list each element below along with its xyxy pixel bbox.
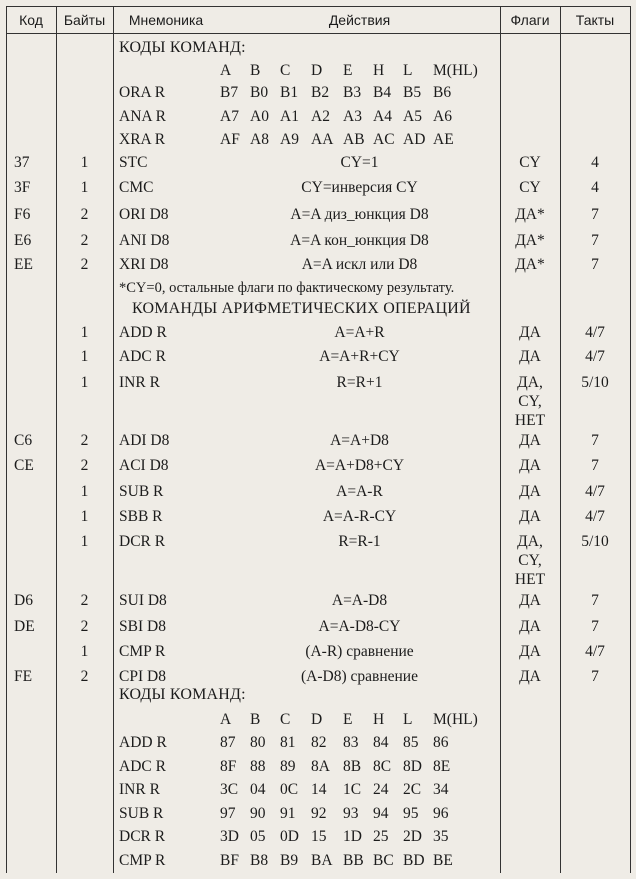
command-mnemonic: DCR R (119, 533, 166, 550)
command-flags: ДА (519, 324, 541, 341)
command-cycles: 5/10 (581, 374, 609, 391)
opcode-value: 8A (311, 757, 330, 775)
header-bytes: Байты (63, 12, 106, 28)
command-flags: CY, (518, 552, 542, 569)
command-bytes: 2 (80, 592, 89, 609)
command-flags: ДА, (517, 374, 543, 391)
command-cycles: 4/7 (585, 348, 605, 365)
opcode-value: 1C (343, 781, 362, 799)
header-action: Действия (328, 12, 391, 28)
command-mnemonic: CMP R (119, 643, 166, 660)
command-action: A=A диз_юнкция D8 (290, 206, 429, 223)
command-mnemonic: CMC (119, 179, 154, 196)
footnote: *CY=0, остальные флаги по фактическому результату. (119, 280, 455, 296)
command-action: A=A-D8-CY (318, 618, 401, 635)
opcode-value: 82 (311, 734, 327, 751)
opcode-row-mnemonic: ADC R (119, 757, 166, 775)
header-code: Код (19, 12, 43, 28)
opcode-value: 89 (280, 757, 296, 775)
register-label: H (373, 711, 385, 728)
opcode-value: A0 (250, 107, 269, 125)
command-mnemonic: ACI D8 (119, 457, 169, 474)
command-bytes: 2 (80, 668, 89, 685)
command-mnemonic: ADD R (119, 324, 167, 341)
command-flags: ДА (519, 432, 541, 449)
opcode-value: 3C (220, 781, 239, 799)
opcode-value: 04 (250, 781, 266, 799)
opcode-value: A2 (311, 107, 330, 125)
command-code: DE (14, 618, 35, 635)
opcode-row-mnemonic: ADD R (119, 734, 167, 751)
command-mnemonic: ADC R (119, 348, 166, 365)
opcode-row-mnemonic: XRA R (119, 131, 166, 148)
opcode-value: AB (343, 131, 365, 148)
command-action: A=A-R (336, 483, 383, 500)
opcode-value: 25 (373, 828, 389, 846)
opcode-value: 96 (433, 804, 449, 822)
command-cycles: 4/7 (585, 508, 605, 525)
command-bytes: 2 (80, 232, 89, 249)
column-divider (630, 6, 631, 873)
opcode-value: 15 (311, 828, 327, 846)
command-cycles: 7 (591, 668, 599, 685)
opcode-value: 91 (280, 804, 296, 822)
command-code: FE (14, 668, 33, 685)
command-flags: ДА (519, 348, 541, 365)
opcode-value: 86 (433, 734, 449, 751)
opcode-value: A7 (220, 107, 239, 125)
command-flags: ДА (519, 457, 541, 474)
command-cycles: 5/10 (581, 533, 609, 550)
command-flags: ДА (519, 508, 541, 525)
opcode-value: 88 (250, 757, 266, 775)
command-code: F6 (14, 206, 31, 223)
opcode-value: B6 (433, 84, 452, 101)
command-bytes: 2 (80, 618, 89, 635)
command-action: R=R-1 (338, 533, 381, 550)
opcode-value: 2D (403, 828, 422, 846)
opcode-value: AC (373, 131, 395, 148)
command-flags: ДА (519, 592, 541, 609)
opcode-value: 14 (311, 781, 327, 799)
opcode-value: BC (373, 852, 394, 869)
command-code: EE (14, 256, 33, 273)
opcode-row-mnemonic: CMP R (119, 852, 166, 869)
command-action: (A-R) сравнение (305, 643, 414, 660)
register-label: D (311, 62, 323, 79)
command-action: A=A+R (334, 324, 385, 341)
command-bytes: 1 (80, 374, 89, 391)
register-label: B (250, 62, 261, 79)
register-label: L (403, 62, 413, 79)
command-mnemonic: XRI D8 (119, 256, 169, 273)
opcode-value: 84 (373, 734, 389, 751)
opcode-row-mnemonic: DCR R (119, 828, 166, 846)
opcode-value: 85 (403, 734, 419, 751)
register-label: E (343, 62, 353, 79)
command-flags: НЕТ (514, 412, 546, 429)
opcode-value: A1 (280, 107, 299, 125)
opcode-value: 2C (403, 781, 422, 799)
command-action: A=A кон_юнкция D8 (290, 232, 429, 249)
command-action: (A-D8) сравнение (301, 668, 418, 685)
opcode-value: 97 (220, 804, 236, 822)
opcode-value: BF (220, 852, 239, 869)
opcode-row-mnemonic: ORA R (119, 84, 166, 101)
opcode-value: A5 (403, 107, 422, 125)
opcode-value: B7 (220, 84, 239, 101)
table-top-border (6, 6, 630, 7)
command-flags: ДА (519, 618, 541, 635)
command-code: E6 (14, 232, 32, 249)
opcode-value: B8 (250, 852, 269, 869)
register-label: E (343, 711, 353, 728)
command-action: R=R+1 (336, 374, 383, 391)
command-action: A=A+R+CY (319, 348, 400, 365)
command-bytes: 1 (80, 348, 89, 365)
opcode-row-mnemonic: ANA R (119, 107, 166, 125)
opcode-value: 8E (433, 757, 451, 775)
command-flags: ДА* (515, 206, 545, 223)
command-mnemonic: SUI D8 (119, 592, 167, 609)
opcode-value: B0 (250, 84, 269, 101)
command-cycles: 4 (591, 154, 599, 171)
opcode-value: 8C (373, 757, 392, 775)
command-bytes: 1 (80, 533, 89, 550)
opcode-value: 87 (220, 734, 236, 751)
arith_section-title: КОДЫ КОМАНД: (119, 686, 246, 703)
command-bytes: 1 (80, 179, 89, 196)
command-flags: ДА (519, 643, 541, 660)
command-mnemonic: ORI D8 (119, 206, 169, 223)
opcode-value: 80 (250, 734, 266, 751)
logic_section-title: КОДЫ КОМАНД: (119, 39, 246, 56)
command-cycles: 7 (591, 232, 599, 249)
command-bytes: 1 (80, 483, 89, 500)
opcode-value: BA (311, 852, 333, 869)
opcode-value: 24 (373, 781, 389, 799)
opcode-value: B2 (311, 84, 330, 101)
opcode-value: 8D (403, 757, 422, 775)
header-flags: Флаги (510, 12, 550, 28)
command-code: CE (14, 457, 34, 474)
command-cycles: 7 (591, 457, 599, 474)
command-action: A=A+D8 (330, 432, 389, 449)
opcode-value: 3D (220, 828, 239, 846)
command-mnemonic: ADI D8 (119, 432, 170, 449)
register-label: H (373, 62, 385, 79)
opcode-value: 8B (343, 757, 362, 775)
command-mnemonic: INR R (119, 374, 160, 391)
opcode-row-mnemonic: INR R (119, 781, 160, 799)
opcode-value: BD (403, 852, 425, 869)
opcode-value: BE (433, 852, 453, 869)
command-bytes: 2 (80, 206, 89, 223)
register-label: A (220, 711, 232, 728)
opcode-value: 34 (433, 781, 449, 799)
opcode-value: A9 (280, 131, 299, 148)
command-cycles: 7 (591, 206, 599, 223)
command-mnemonic: SBI D8 (119, 618, 166, 635)
command-flags: CY (519, 179, 541, 196)
command-mnemonic: CPI D8 (119, 668, 166, 685)
command-flags: ДА, (517, 533, 543, 550)
opcode-value: 0D (280, 828, 299, 846)
command-mnemonic: SUB R (119, 483, 164, 500)
opcode-value: 35 (433, 828, 449, 846)
register-label: M(HL) (433, 711, 478, 728)
command-action: A=A искл или D8 (301, 256, 418, 273)
command-flags: CY, (518, 393, 542, 410)
command-flags: НЕТ (514, 571, 546, 588)
command-cycles: 4/7 (585, 643, 605, 660)
opcode-value: A8 (250, 131, 269, 148)
command-cycles: 4/7 (585, 483, 605, 500)
command-bytes: 2 (80, 457, 89, 474)
command-flags: ДА* (515, 232, 545, 249)
opcode-value: 83 (343, 734, 359, 751)
opcode-value: 81 (280, 734, 296, 751)
command-bytes: 1 (80, 324, 89, 341)
command-action: A=A-R-CY (322, 508, 397, 525)
command-action: CY=1 (340, 154, 379, 171)
register-label: C (280, 711, 291, 728)
register-label: M(HL) (433, 62, 478, 79)
column-divider (113, 6, 114, 873)
register-label: B (250, 711, 261, 728)
command-bytes: 1 (80, 643, 89, 660)
opcode-value: AA (311, 131, 334, 148)
register-label: A (220, 62, 232, 79)
command-code: C6 (14, 432, 33, 449)
header-mnemonic: Мнемоника (128, 12, 204, 28)
command-cycles: 4/7 (585, 324, 605, 341)
opcode-value: 05 (250, 828, 266, 846)
arith-section-title: КОМАНДЫ АРИФМЕТИЧЕСКИХ ОПЕРАЦИЙ (132, 300, 471, 317)
opcode-value: A3 (343, 107, 362, 125)
command-code: D6 (14, 592, 33, 609)
opcode-value: AE (433, 131, 454, 148)
opcode-value: A4 (373, 107, 392, 125)
opcode-value: 0C (280, 781, 299, 799)
command-flags: ДА (519, 668, 541, 685)
command-flags: ДА* (515, 256, 545, 273)
opcode-row-mnemonic: SUB R (119, 804, 164, 822)
command-action: A=A-D8 (331, 592, 388, 609)
opcode-value: B5 (403, 84, 422, 101)
opcode-value: B4 (373, 84, 392, 101)
opcode-value: B3 (343, 84, 362, 101)
command-action: A=A+D8+CY (314, 457, 405, 474)
command-mnemonic: ANI D8 (119, 232, 170, 249)
opcode-value: B1 (280, 84, 299, 101)
command-cycles: 7 (591, 432, 599, 449)
command-bytes: 1 (80, 508, 89, 525)
opcode-value: 90 (250, 804, 266, 822)
register-label: C (280, 62, 291, 79)
opcode-value: 94 (373, 804, 389, 822)
command-action: CY=инверсия CY (301, 179, 418, 196)
opcode-value: 93 (343, 804, 359, 822)
command-bytes: 2 (80, 432, 89, 449)
command-cycles: 7 (591, 256, 599, 273)
opcode-value: BB (343, 852, 364, 869)
command-code: 37 (14, 154, 30, 171)
command-code: 3F (14, 179, 31, 196)
table-header-border (6, 33, 630, 34)
opcode-value: B9 (280, 852, 299, 869)
command-bytes: 2 (80, 256, 89, 273)
command-mnemonic: SBB R (119, 508, 163, 525)
header-cycles: Такты (575, 12, 615, 28)
command-bytes: 1 (80, 154, 89, 171)
opcode-value: 8F (220, 757, 237, 775)
column-divider (6, 6, 7, 873)
opcode-value: 1D (343, 828, 362, 846)
register-label: D (311, 711, 323, 728)
opcode-value: AD (403, 131, 426, 148)
command-cycles: 4 (591, 179, 599, 196)
command-mnemonic: STC (119, 154, 148, 171)
opcode-value: AF (220, 131, 240, 148)
opcode-value: A6 (433, 107, 452, 125)
command-cycles: 7 (591, 592, 599, 609)
command-flags: CY (519, 154, 541, 171)
command-flags: ДА (519, 483, 541, 500)
opcode-value: 95 (403, 804, 419, 822)
opcode-value: 92 (311, 804, 327, 822)
command-cycles: 7 (591, 618, 599, 635)
register-label: L (403, 711, 413, 728)
